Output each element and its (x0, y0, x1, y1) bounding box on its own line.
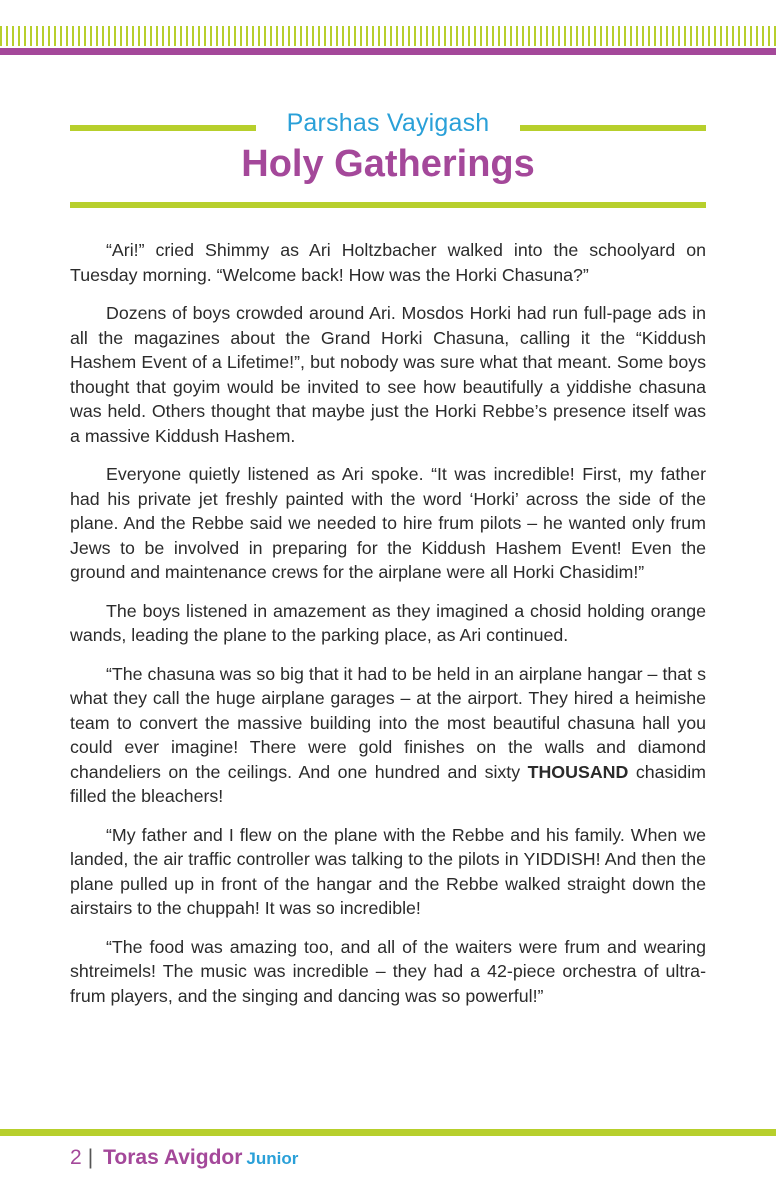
brand-name: Toras Avigdor (103, 1146, 243, 1169)
story-title: Holy Gatherings (241, 143, 535, 185)
story-paragraph-6: “My father and I flew on the plane with the Rebbe and his family. When we landed, the air traffic controller was talking to the pilots in YIDDISH! And then the plane pulled up in front of the hangar and the Rebbe walked straight down the airstairs to the chuppah! It was so incredible! (70, 824, 706, 918)
page-number: 2 (70, 1146, 82, 1169)
title-block (70, 105, 706, 215)
story-paragraph-1: “Ari!” cried Shimmy as Ari Holtzbacher walked into the schoolyard on Tuesday morning. “Welcome back! How was the Horki Chasuna?” (70, 240, 706, 285)
top-purple-bar (0, 48, 776, 55)
brand-subtitle: Junior (246, 1149, 299, 1168)
page-footer (70, 1146, 298, 1176)
story-paragraph-4: The boys listened in amazement as they imagined a chosid holding orange wands, leading the plane to the parking place, as Ari continued. (70, 600, 706, 645)
story-paragraph-5 (70, 662, 706, 809)
top-tick-border (0, 26, 776, 46)
story-body (70, 238, 706, 1022)
story-paragraph-5-text-c: chasidim filled the bleachers! (70, 761, 706, 806)
story-paragraph-5-text-a: “The chasuna was so big that it had to be held in an airplane hangar – that s what they call the huge airplane garages – at the airport. They hired a heimishe team to convert the massive building into the most beautiful chasuna hall you could ever imagine! There were gold finishes on the walls and diamond chandeliers on the ceilings. And one hundred and sixty (70, 663, 706, 782)
parsha-name: Parshas Vayigash (286, 109, 490, 137)
story-paragraph-3: Everyone quietly listened as Ari spoke. “It was incredible! First, my father had his private jet freshly painted with the word ‘Horki’ across the side of the plane. And the Rebbe said we needed to hire frum pilots – he wanted only frum Jews to be involved in preparing for the Kiddush Hashem Event! Even the ground and maintenance crews for the airplane were all Horki Chasidim!” (70, 464, 706, 582)
story-paragraph-5-emphasis: THOUSAND (527, 761, 629, 782)
story-paragraph-2: Dozens of boys crowded around Ari. Mosdos Horki had run full-page ads in all the magazines about the Grand Horki Chasuna, calling it the “Kiddush Hashem Event of a Lifetime!”, but nobody was sure what that meant. Some boys thought that goyim would be invited to see how beautifully a yiddishe chasuna was held. Others thought that maybe just the Horki Rebbe’s presence itself was a massive Kiddush Hashem. (70, 303, 706, 446)
footer-separator: | (87, 1146, 94, 1169)
title-rule-bottom (70, 202, 706, 208)
story-paragraph-7: “The food was amazing too, and all of the waiters were frum and wearing shtreimels! The music was incredible – they had a 42-piece orchestra of ultra-frum players, and the singing and dancing was so powerful!” (70, 936, 706, 1006)
bottom-green-bar (0, 1129, 776, 1136)
